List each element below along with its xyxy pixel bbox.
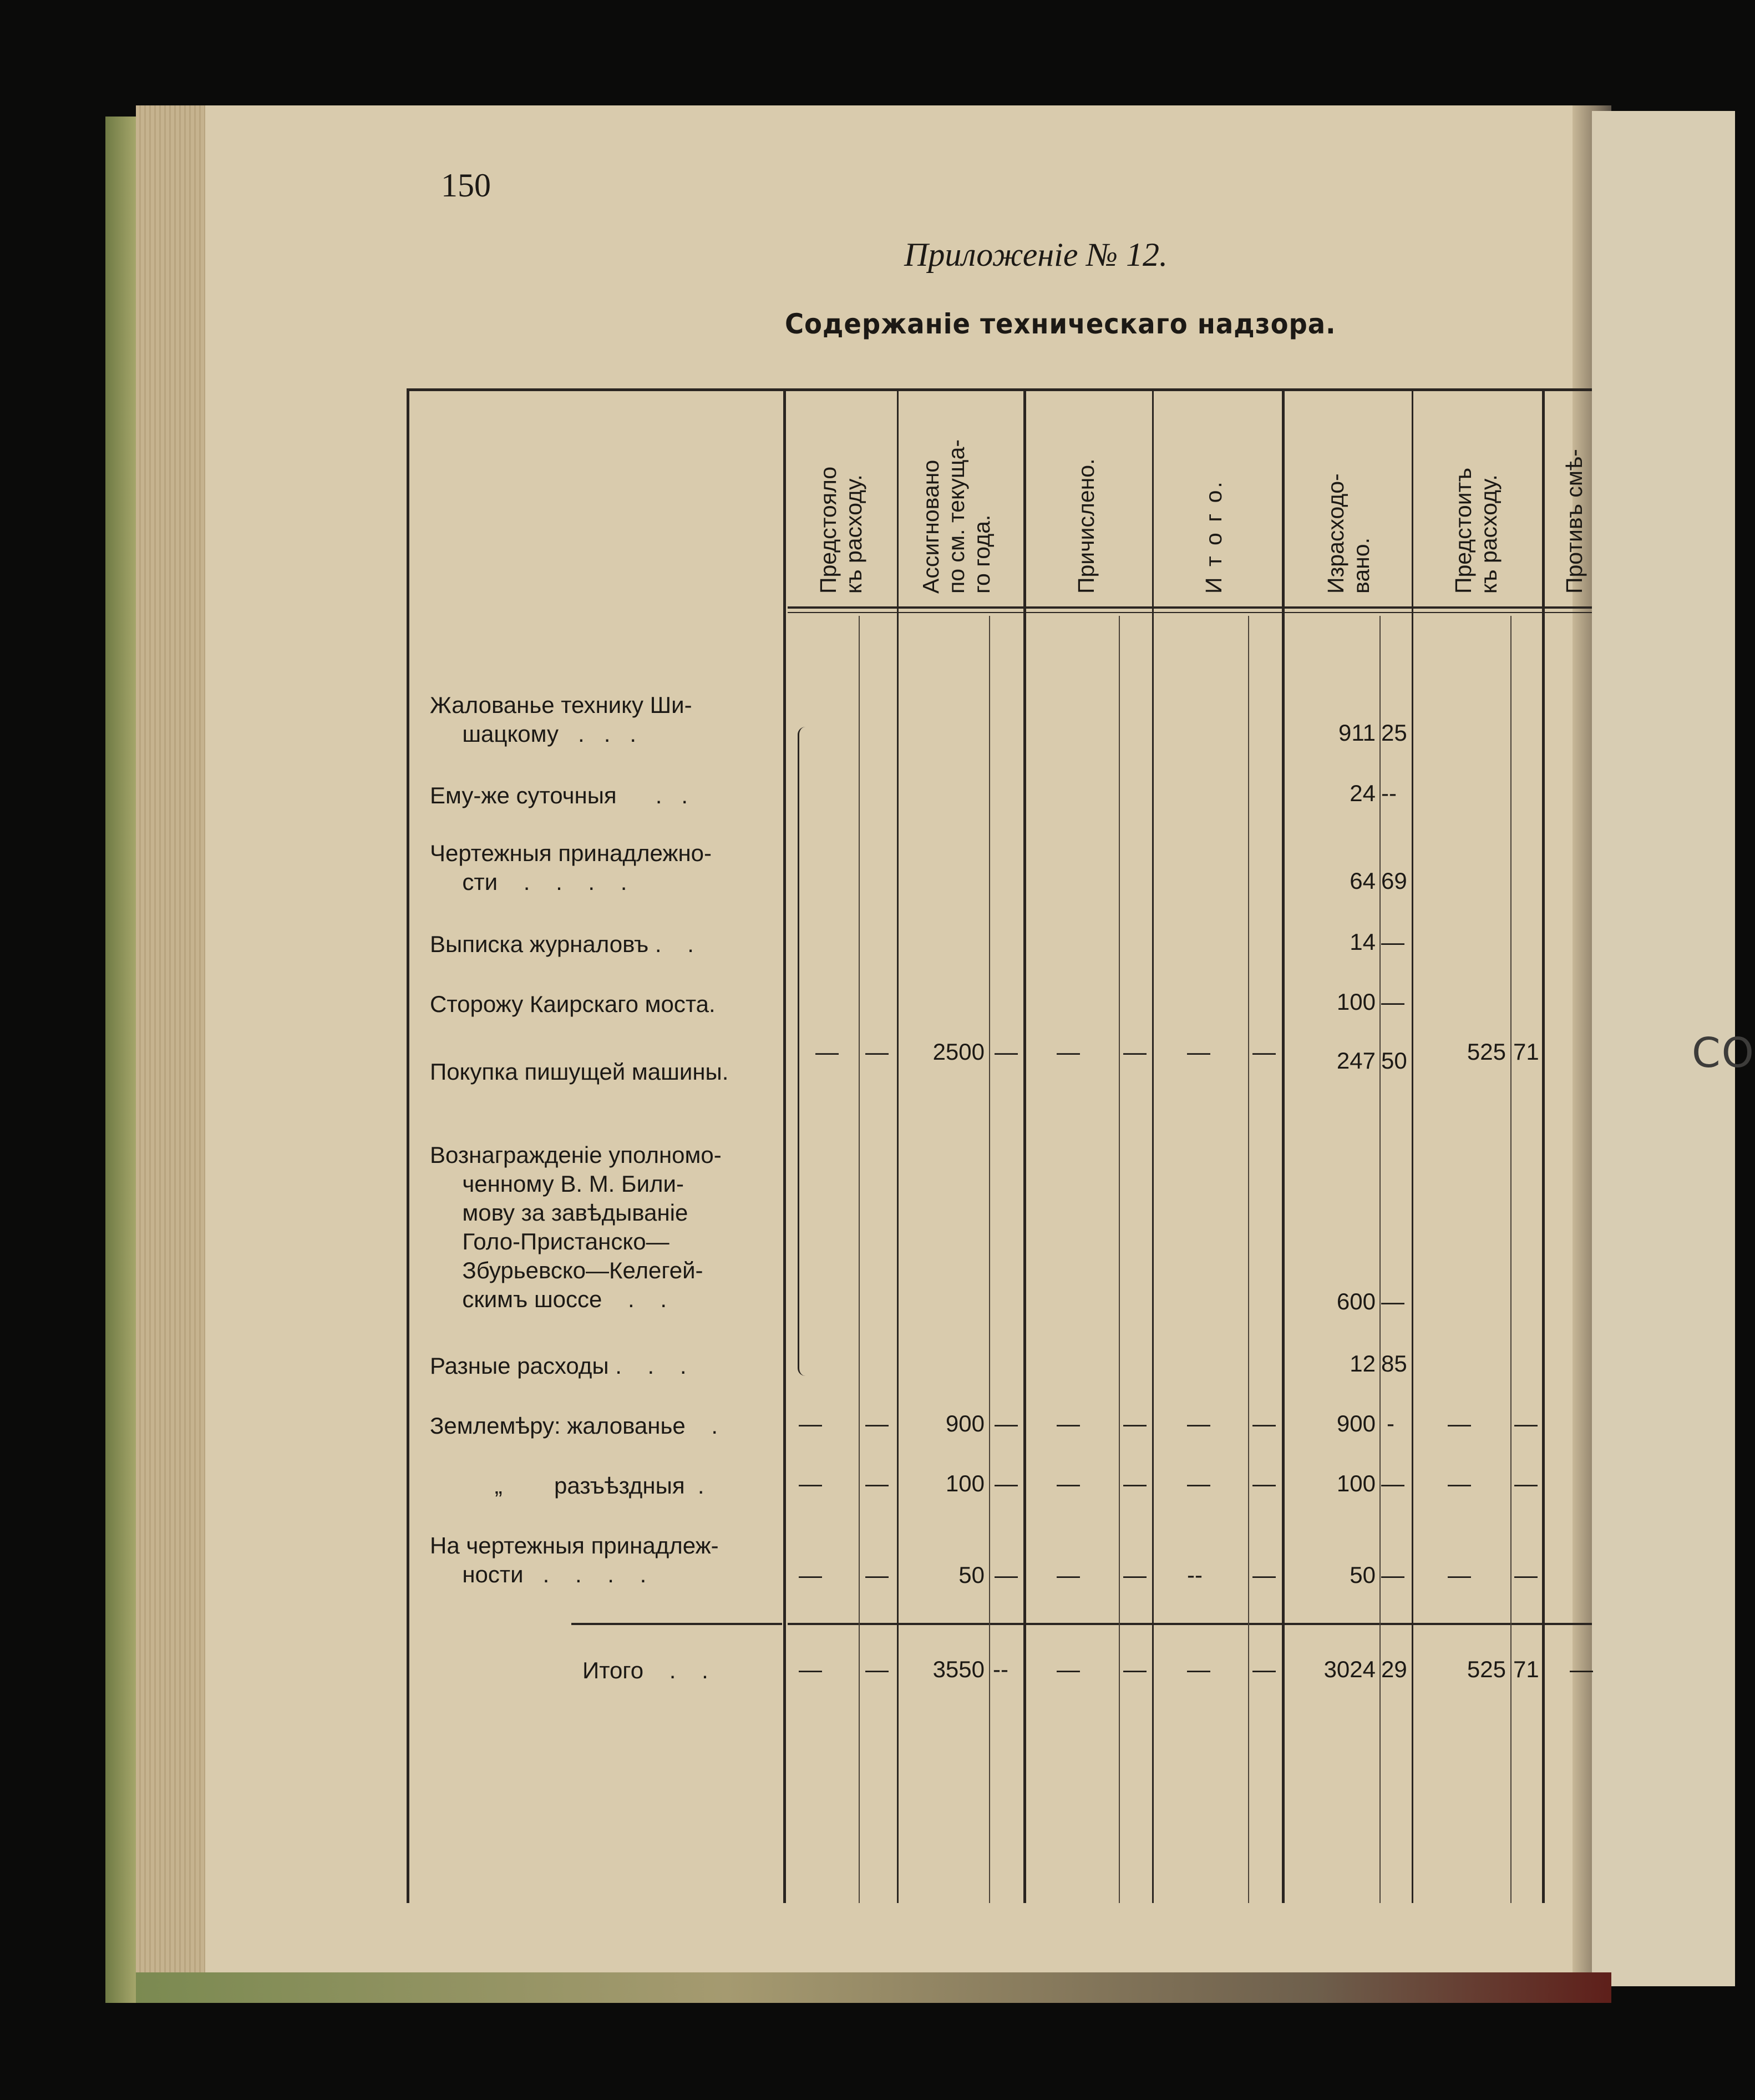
added-value: — bbox=[1057, 1470, 1080, 1496]
table-top-rule bbox=[408, 388, 1592, 391]
spent-kop: — bbox=[1381, 989, 1404, 1015]
spent-kop: 50 bbox=[1381, 1048, 1407, 1074]
kopek-rule bbox=[1510, 616, 1511, 1903]
remaining-kop: — bbox=[1514, 1410, 1538, 1436]
facing-page-fragment: СО bbox=[1692, 1029, 1755, 1077]
assigned-kop: — bbox=[995, 1039, 1018, 1065]
remaining-value: — bbox=[1448, 1562, 1471, 1588]
kopek-rule bbox=[1119, 616, 1120, 1903]
assigned-rub: 3550 bbox=[932, 1656, 985, 1682]
label-column-rule bbox=[783, 388, 786, 1903]
row-label: „ разъѣздныя . bbox=[430, 1472, 704, 1499]
page-stack-edge bbox=[136, 105, 208, 2003]
spent-rub: 24 bbox=[1350, 780, 1376, 806]
total-value: — bbox=[1187, 1410, 1210, 1436]
spent-rub: 3024 bbox=[1323, 1656, 1376, 1682]
spent-rub: 100 bbox=[1336, 1470, 1376, 1496]
spent-rub: 12 bbox=[1350, 1350, 1376, 1377]
column-rule bbox=[1023, 388, 1026, 1903]
added-kop: — bbox=[1123, 1410, 1147, 1436]
added-value: — bbox=[1057, 1410, 1080, 1436]
preceding-value: — bbox=[799, 1656, 822, 1682]
total-kop: — bbox=[1252, 1656, 1276, 1682]
preceding-kop: — bbox=[865, 1562, 889, 1588]
total-value: -- bbox=[1187, 1562, 1203, 1588]
total-label: Итого . . bbox=[582, 1657, 708, 1683]
spent-kop: - bbox=[1387, 1410, 1394, 1436]
column-header: Ассигновано по см. текуща- го года. bbox=[918, 439, 995, 594]
spent-kop: — bbox=[1381, 929, 1404, 955]
preceding-kop: — bbox=[865, 1656, 889, 1682]
preceding-value: — bbox=[799, 1562, 822, 1588]
remaining-kop: — bbox=[1514, 1470, 1538, 1496]
remaining-kop: 71 bbox=[1513, 1656, 1539, 1682]
remaining-kop: — bbox=[1514, 1562, 1538, 1588]
spent-kop: -- bbox=[1381, 780, 1397, 806]
row-label: Вознагражденіе уполномо- ченному В. М. Били- мову за завѣдываніе Голо-Пристанско— Збурьевско—Келегей- скимъ шоссе . . bbox=[430, 1142, 722, 1312]
spent-rub: 100 bbox=[1336, 989, 1376, 1015]
assigned-kop: — bbox=[995, 1562, 1018, 1588]
preceding-value: — bbox=[799, 1410, 822, 1436]
row-label: Землемѣру: жалованье . bbox=[430, 1413, 718, 1439]
spent-kop: — bbox=[1381, 1562, 1404, 1588]
against-estimate-value: — bbox=[1570, 1656, 1593, 1682]
assigned-kop: — bbox=[995, 1410, 1018, 1436]
preceding-value: — bbox=[799, 1470, 822, 1496]
column-rule bbox=[897, 388, 899, 1903]
kopek-rule bbox=[1379, 616, 1381, 1903]
row-label: Сторожу Каирскаго моста. bbox=[430, 991, 716, 1017]
preceding-kop: — bbox=[865, 1410, 889, 1436]
remaining-kop: 71 bbox=[1513, 1039, 1539, 1065]
preceding-kop: — bbox=[865, 1470, 889, 1496]
assigned-kop: -- bbox=[993, 1656, 1008, 1682]
column-header: Предстоитъ къ расходу. bbox=[1450, 467, 1502, 594]
assigned-rub: 900 bbox=[945, 1410, 985, 1436]
table-left-rule bbox=[407, 388, 409, 1903]
added-kop: — bbox=[1123, 1562, 1147, 1588]
total-kop: — bbox=[1252, 1410, 1276, 1436]
total-kop: — bbox=[1252, 1470, 1276, 1496]
spent-kop: — bbox=[1381, 1470, 1404, 1496]
column-header: Предстояло къ расходу. bbox=[815, 466, 866, 594]
total-rule-left bbox=[571, 1623, 782, 1625]
row-label: Жалованье технику Ши- шацкому . . . bbox=[430, 692, 692, 747]
appendix-heading: Приложеніе № 12. bbox=[904, 236, 1168, 273]
total-value: — bbox=[1187, 1656, 1210, 1682]
total-rule bbox=[788, 1623, 1592, 1625]
column-header: Израсходо- вано. bbox=[1323, 473, 1374, 594]
column-rule bbox=[1152, 388, 1154, 1903]
spent-kop: 69 bbox=[1381, 868, 1407, 894]
total-kop: — bbox=[1252, 1562, 1276, 1588]
remaining-rub: 525 bbox=[1467, 1656, 1506, 1682]
row-label: Выписка журналовъ . . bbox=[430, 931, 694, 957]
kopek-rule bbox=[859, 616, 860, 1903]
spent-kop: 29 bbox=[1381, 1656, 1407, 1682]
total-value: — bbox=[1187, 1470, 1210, 1496]
assigned-rub: 2500 bbox=[932, 1039, 985, 1065]
added-value: — bbox=[1057, 1562, 1080, 1588]
kopek-rule bbox=[989, 616, 990, 1903]
column-rule bbox=[1542, 388, 1545, 1903]
page-number: 150 bbox=[441, 167, 491, 204]
preceding-kop: — bbox=[865, 1039, 889, 1065]
column-header: И т о г о. bbox=[1201, 479, 1226, 594]
spent-rub: 50 bbox=[1350, 1562, 1376, 1588]
spent-rub: 900 bbox=[1336, 1410, 1376, 1436]
total-kop: — bbox=[1252, 1039, 1276, 1065]
spent-rub: 14 bbox=[1350, 929, 1376, 955]
column-rule bbox=[1282, 388, 1285, 1903]
row-label: На чертежныя принадлеж- ности . . . . bbox=[430, 1532, 719, 1587]
row-label: Ему-же суточныя . . bbox=[430, 782, 688, 808]
remaining-rub: 525 bbox=[1467, 1039, 1506, 1065]
header-bottom-rule-2 bbox=[788, 612, 1592, 613]
row-label: Покупка пишущей машины. bbox=[430, 1059, 729, 1085]
remaining-value: — bbox=[1448, 1470, 1471, 1496]
row-label: Разные расходы . . . bbox=[430, 1353, 687, 1379]
remaining-value: — bbox=[1448, 1410, 1471, 1436]
kopek-rule bbox=[1248, 616, 1249, 1903]
page-title: Содержаніе техническаго надзора. bbox=[785, 308, 1336, 340]
group-brace bbox=[798, 727, 807, 1376]
spent-rub: 600 bbox=[1336, 1288, 1376, 1314]
total-value: — bbox=[1187, 1039, 1210, 1065]
header-bottom-rule bbox=[788, 606, 1592, 609]
spent-rub: 64 bbox=[1350, 868, 1376, 894]
assigned-kop: — bbox=[995, 1470, 1018, 1496]
added-value: — bbox=[1057, 1656, 1080, 1682]
spent-kop: 25 bbox=[1381, 720, 1407, 746]
added-kop: — bbox=[1123, 1470, 1147, 1496]
preceding-value: — bbox=[815, 1039, 839, 1065]
added-kop: — bbox=[1123, 1656, 1147, 1682]
added-value: — bbox=[1057, 1039, 1080, 1065]
assigned-rub: 50 bbox=[958, 1562, 985, 1588]
added-kop: — bbox=[1123, 1039, 1147, 1065]
spent-kop: — bbox=[1381, 1288, 1404, 1314]
column-rule bbox=[1412, 388, 1413, 1903]
row-label: Чертежныя принадлежно- сти . . . . bbox=[430, 840, 712, 895]
column-header: Причислено. bbox=[1073, 458, 1099, 594]
assigned-rub: 100 bbox=[945, 1470, 985, 1496]
book-bottom-edge bbox=[136, 1972, 1611, 2003]
spent-rub: 247 bbox=[1336, 1048, 1376, 1074]
column-header: Противъ смѣ- bbox=[1561, 449, 1587, 594]
spent-kop: 85 bbox=[1381, 1350, 1407, 1377]
spent-rub: 911 bbox=[1338, 720, 1376, 746]
